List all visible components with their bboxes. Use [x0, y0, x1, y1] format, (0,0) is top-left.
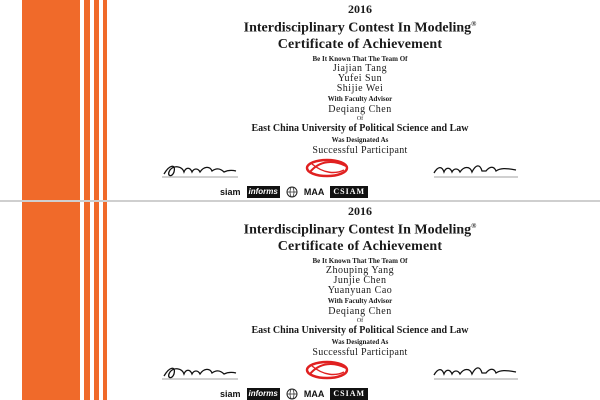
stripe-thin [94, 202, 99, 400]
advisor-label: With Faculty Advisor [327, 296, 393, 305]
siam-logo: siam [220, 187, 241, 197]
of-label: Of [356, 317, 364, 324]
certificate-year: 2016 [348, 204, 372, 218]
globe-icon [286, 388, 298, 400]
globe-icon [286, 186, 298, 198]
stripe-thin [103, 202, 107, 400]
sponsor-logos [220, 186, 368, 198]
certificate-title: Certificate of Achievement [277, 36, 443, 52]
stripe-thin [103, 0, 107, 200]
university-name: East China University of Political Science and Law [251, 122, 469, 134]
stripe-thin [84, 0, 90, 200]
signature-left [160, 162, 240, 180]
known-line: Be It Known That The Team Of [312, 256, 408, 265]
known-line: Be It Known That The Team Of [312, 54, 408, 63]
informs-logo: informs [248, 389, 278, 398]
orange-stripe-band [22, 202, 112, 400]
advisor-name: Deqiang Chen [328, 305, 392, 317]
advisor-name: Deqiang Chen [328, 103, 392, 115]
team-member-3: Yuanyuan Cao [327, 284, 393, 296]
certificate-year: 2016 [348, 2, 372, 16]
stripe-thin [84, 202, 90, 400]
team-member-1: Jiajian Tang [332, 62, 388, 74]
team-member-3: Shijie Wei [336, 82, 384, 94]
designated-label: Was Designated As [331, 337, 389, 346]
csiam-logo: CSIAM [330, 186, 368, 198]
certificate-text [130, 202, 590, 358]
comap-logo [302, 158, 352, 178]
signature-left [160, 364, 240, 382]
orange-stripe-band [22, 0, 112, 200]
informs-logo: informs [248, 187, 278, 196]
university-name: East China University of Political Science and Law [251, 324, 469, 336]
contest-name: Interdisciplinary Contest In Modeling® [243, 20, 477, 36]
sponsor-logos [220, 388, 368, 400]
signature-right [430, 162, 520, 180]
certificate-text [130, 0, 590, 156]
team-member-1: Zhouping Yang [325, 264, 395, 276]
signature-row [160, 162, 520, 184]
maa-logo: MAA [303, 187, 325, 197]
advisor-label: With Faculty Advisor [327, 94, 393, 103]
award-title: Successful Participant [312, 346, 408, 358]
stripe-thin [94, 0, 99, 200]
maa-logo: MAA [303, 389, 325, 399]
signature-right [430, 364, 520, 382]
designated-label: Was Designated As [331, 135, 389, 144]
team-member-2: Junjie Chen [333, 274, 387, 286]
stripe-wide [22, 0, 80, 200]
comap-logo [302, 360, 352, 380]
stripe-wide [22, 202, 80, 400]
certificate-title: Certificate of Achievement [277, 238, 443, 254]
of-label: Of [356, 115, 364, 122]
csiam-logo: CSIAM [330, 388, 368, 400]
certificate-2 [0, 200, 600, 400]
signature-row [160, 364, 520, 386]
contest-name: Interdisciplinary Contest In Modeling® [243, 222, 477, 238]
award-title: Successful Participant [312, 144, 408, 156]
siam-logo: siam [220, 389, 241, 399]
team-member-2: Yufei Sun [337, 72, 383, 84]
